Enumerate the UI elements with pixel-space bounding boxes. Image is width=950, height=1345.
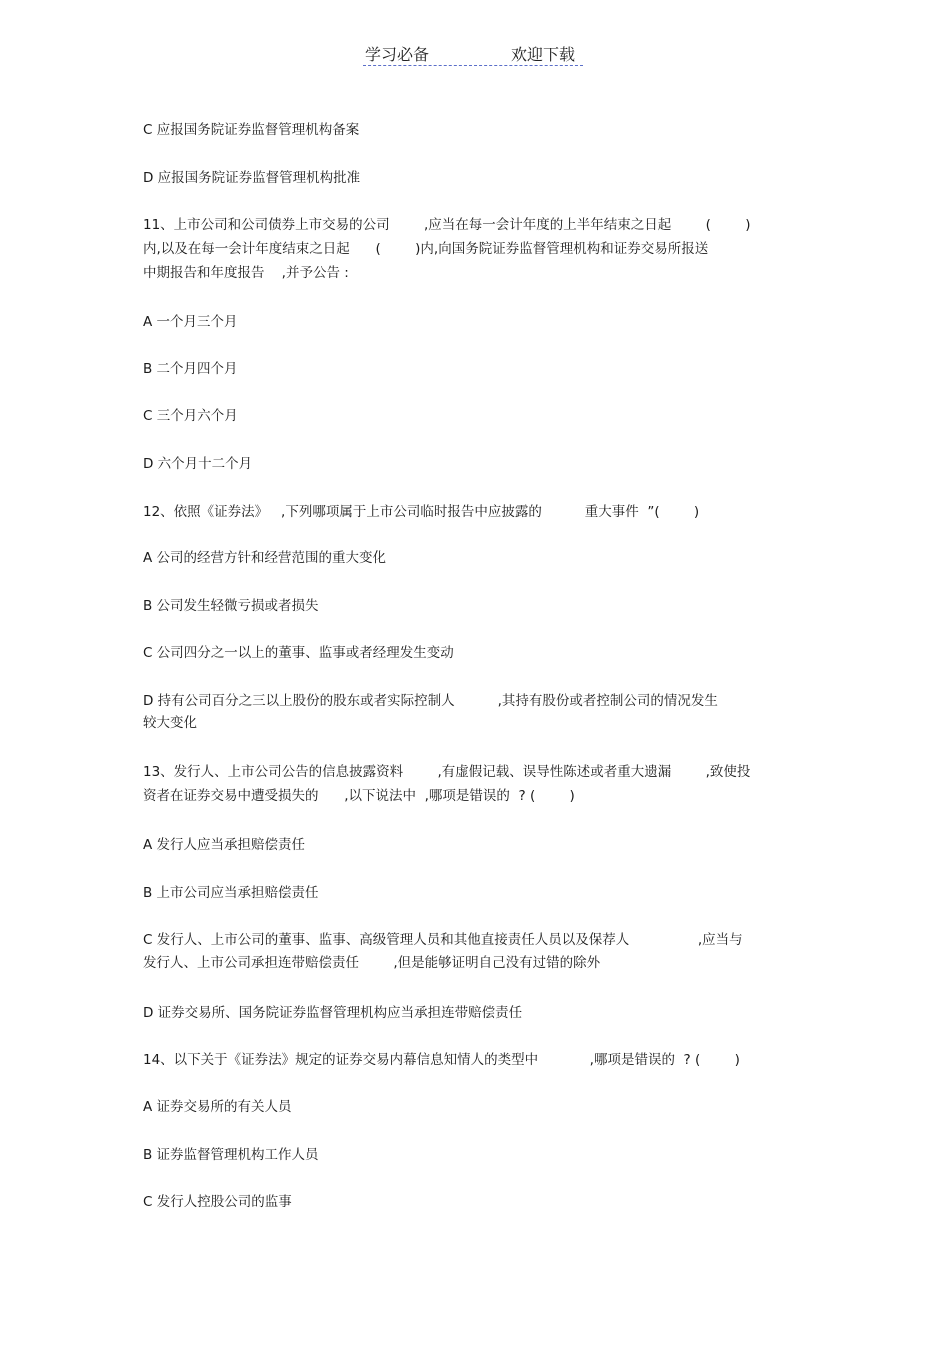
option-a-q12: A 公司的经营方针和经营范围的重大变化 <box>143 550 387 566</box>
page-header <box>363 40 583 66</box>
option-a-q11: A 一个月三个月 <box>143 314 238 330</box>
option-d-q10: D 应报国务院证券监督管理机构批准 <box>143 170 361 186</box>
option-d-q12-line-2: 较大变化 <box>143 715 197 731</box>
option-b-q11: B 二个月四个月 <box>143 361 238 377</box>
option-c-q10: C 应报国务院证券监督管理机构备案 <box>143 122 360 138</box>
option-b-q14: B 证券监督管理机构工作人员 <box>143 1147 319 1163</box>
option-c-q14: C 发行人控股公司的监事 <box>143 1194 292 1210</box>
option-b-q13: B 上市公司应当承担赔偿责任 <box>143 885 319 901</box>
option-d-q11: D 六个月十二个月 <box>143 456 253 472</box>
question-12-line-1: 12、依照《证券法》 ,下列哪项属于上市公司临时报告中应披露的 重大事件 ”( ) <box>143 504 700 520</box>
question-14-line-1: 14、以下关于《证券法》规定的证券交易内幕信息知情人的类型中 ,哪项是错误的 ? ( ) <box>143 1052 740 1068</box>
option-a-q13: A 发行人应当承担赔偿责任 <box>143 837 306 853</box>
option-a-q14: A 证券交易所的有关人员 <box>143 1099 292 1115</box>
option-c-q12: C 公司四分之一以上的董事、监事或者经理发生变动 <box>143 645 454 661</box>
option-c-q13-line-1: C 发行人、上市公司的董事、监事、高级管理人员和其他直接责任人员以及保荐人 ,应当与 <box>143 932 743 948</box>
question-11-line-3: 中期报告和年度报告 ,并予公告 : <box>143 265 349 281</box>
question-11-line-1: 11、上市公司和公司债券上市交易的公司 ,应当在每一会计年度的上半年结束之日起 ( ) <box>143 217 751 233</box>
header-dashed-rule <box>363 65 583 66</box>
question-13-line-1: 13、发行人、上市公司公告的信息披露资料 ,有虚假记载、误导性陈述或者重大遗漏 ,致使投 <box>143 764 751 780</box>
option-d-q12-line-1: D 持有公司百分之三以上股份的股东或者实际控制人 ,其持有股份或者控制公司的情况发生 <box>143 693 718 709</box>
header-right-text: 欢迎下载 <box>511 45 576 64</box>
question-13-line-2: 资者在证券交易中遭受损失的 ,以下说法中 ,哪项是错误的 ? ( ) <box>143 788 575 804</box>
option-c-q13-line-2: 发行人、上市公司承担连带赔偿责任 ,但是能够证明自己没有过错的除外 <box>143 955 601 971</box>
option-b-q12: B 公司发生轻微亏损或者损失 <box>143 598 319 614</box>
question-11-line-2: 内,以及在每一会计年度结束之日起 ( )内,向国务院证券监督管理机构和证券交易所报送 <box>143 241 709 257</box>
option-c-q11: C 三个月六个月 <box>143 408 238 424</box>
header-left-text: 学习必备 <box>365 45 430 64</box>
option-d-q13: D 证券交易所、国务院证券监督管理机构应当承担连带赔偿责任 <box>143 1005 523 1021</box>
